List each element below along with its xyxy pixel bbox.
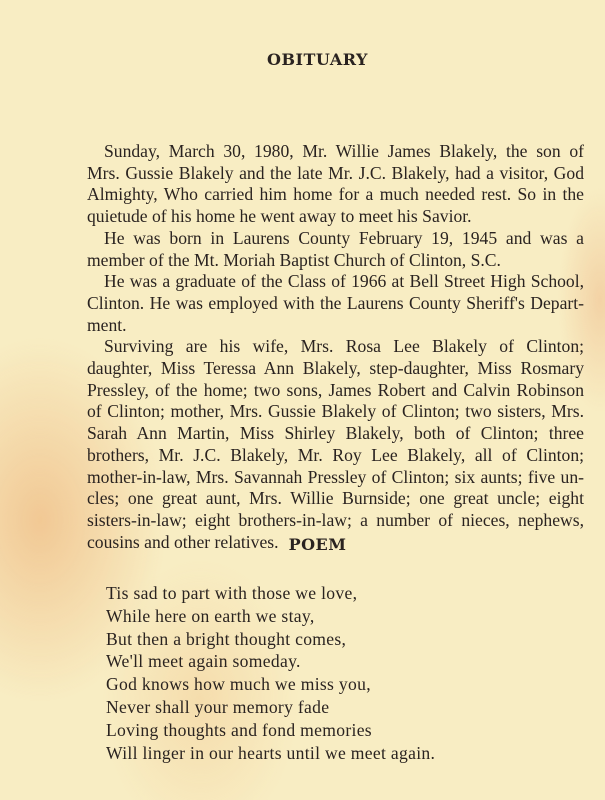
obituary-line: Sarah Ann Martin, Miss Shirley Blakely, both of Clinton; three [87,423,584,444]
obituary-body [87,141,584,553]
poem-line: But then a bright thought comes, [106,628,347,649]
poem-body [106,582,435,764]
obituary-line: cles; one great aunt, Mrs. Willie Burnside; one great uncle; eight [87,488,584,509]
obituary-paragraph [87,141,584,228]
obituary-line: Sunday, March 30, 1980, Mr. Willie James Blakely, the son of [104,141,584,161]
obituary-line: Pressley, of the home; two sons, James Robert and Calvin Robinson [87,379,584,400]
obituary-paragraph [87,228,584,271]
poem-line: Will linger in our hearts until we meet again. [106,742,436,763]
obituary-line: quietude of his home he went away to meet his Savior. [87,206,472,227]
poem-line: God knows how much we miss you, [106,674,371,695]
obituary-line: mother-in-law, Mrs. Savannah Pressley of Clinton; six aunts; five un- [87,466,584,487]
obituary-line: He was born in Laurens County February 19, 1945 and was a [104,227,584,248]
obituary-line: Mrs. Gussie Blakely and the late Mr. J.C. Blakely, had a visitor, God [87,162,584,183]
obituary-line: ment. [87,314,127,335]
poem-title: POEM [288,535,347,554]
obituary-line: cousins and other relatives. [87,531,279,552]
obituary-line: member of the Mt. Moriah Baptist Church of Clinton, S.C. [87,249,501,270]
obituary-paragraph [87,271,584,336]
poem-line: While here on earth we stay, [106,605,315,626]
obituary-paragraph [87,336,584,553]
obituary-line: He was a graduate of the Class of 1966 at Bell Street High School, [104,271,584,292]
poem-line: Tis sad to part with those we love, [106,583,358,603]
poem-line: Never shall your memory fade [106,696,330,717]
obituary-line: Surviving are his wife, Mrs. Rosa Lee Blakely of Clinton; [104,336,584,357]
obituary-line: Clinton. He was employed with the Laurens County Sheriff's Depart- [87,292,584,313]
obituary-line: daughter, Miss Teressa Ann Blakely, step-daughter, Miss Rosmary [87,358,584,379]
obituary-title: OBITUARY [267,50,368,69]
obituary-line: of Clinton; mother, Mrs. Gussie Blakely of Clinton; two sisters, Mrs. [87,401,584,422]
poem-line: Loving thoughts and fond memories [106,719,372,740]
obituary-line: brothers, Mr. J.C. Blakely, Mr. Roy Lee Blakely, all of Clinton; [87,444,584,465]
obituary-line: Almighty, Who carried him home for a much needed rest. So in the [87,184,584,205]
poem-line: We'll meet again someday. [106,651,301,672]
obituary-line: sisters-in-law; eight brothers-in-law; a number of nieces, nephews, [87,509,584,530]
